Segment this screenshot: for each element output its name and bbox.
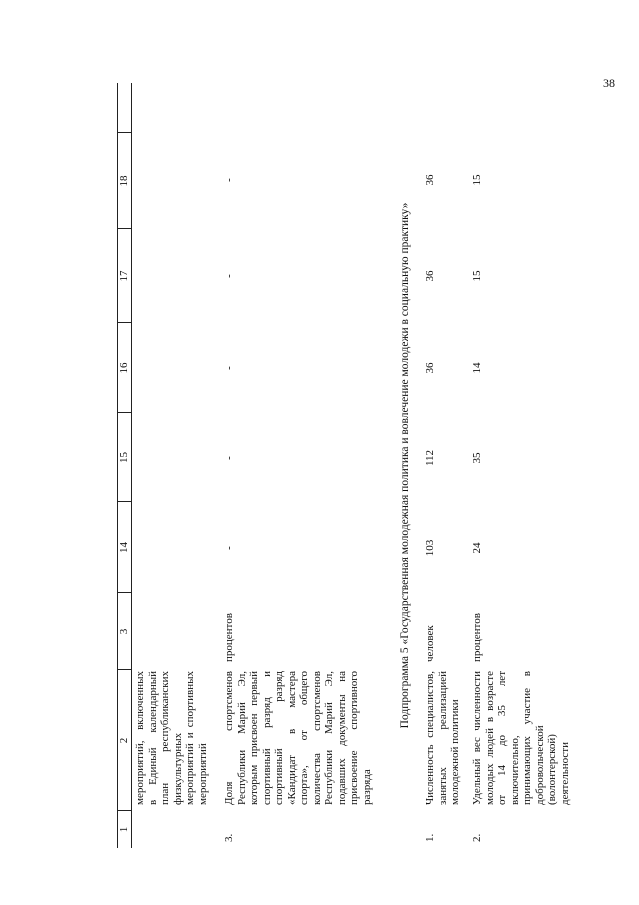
continuation-description: мероприятий, включенных в Единый календарный план республиканских физкультурных мероприятий и спортивных мероприятий: [134, 671, 209, 805]
table-row-value: 36: [424, 362, 436, 374]
table-row-value: 36: [424, 270, 436, 282]
column-header: 18: [118, 175, 130, 187]
column-header: 14: [118, 542, 130, 553]
subprogram-title: Подпрограмма 5 «Государственная молодежная политика и вовлечение молодежи в социальную практику»: [399, 202, 411, 729]
row-3-unit: процентов: [223, 613, 235, 662]
row-3-description: Доля спортсменов Республики Марий Эл, которым присвоен первый спортивный разряд и спортивный разряд «Кандидат в мастера спорта», от общего количества спортсменов Республики Марий Эл, подавших документы на присвоение спортивного разряда: [223, 671, 373, 805]
table-row-value: 112: [424, 449, 436, 467]
row-3-value: -: [223, 366, 235, 370]
column-header: 15: [118, 452, 130, 463]
column-header: 3: [118, 628, 130, 635]
table-row-description: Удельный вес численности молодых людей в возрасте от 14 до 35 лет включительно, принимающих участие в добровольческой (волонтерской) деятельности: [471, 671, 571, 805]
column-header: 2: [118, 737, 130, 744]
table-row-unit: процентов: [471, 613, 483, 662]
rotated-table: [117, 83, 571, 848]
row-3-value: -: [223, 456, 235, 460]
table-row-number: 2.: [471, 833, 483, 842]
page-number: 38: [603, 76, 615, 90]
table-row-value: 24: [471, 542, 483, 554]
table-row-value: 15: [471, 174, 483, 186]
column-header: 16: [118, 362, 130, 374]
row-3-value: -: [223, 178, 235, 182]
row-3-number: 3.: [223, 833, 235, 842]
table-row-value: 14: [471, 362, 483, 374]
header-bottom-rule: [131, 83, 132, 848]
table-row-value: 15: [471, 270, 483, 282]
column-header: 17: [118, 270, 130, 282]
table-row-description: Численность специалистов, занятых реализацией молодежной политики: [424, 671, 461, 805]
column-header: 1: [118, 826, 130, 833]
table-row-unit: человек: [424, 625, 436, 662]
table-row-number: 1.: [424, 833, 436, 842]
row-3-value: -: [223, 546, 235, 550]
row-3-value: -: [223, 274, 235, 278]
table-row-value: 35: [471, 452, 483, 464]
table-row-value: 103: [424, 539, 436, 557]
table-row-value: 36: [424, 174, 436, 186]
